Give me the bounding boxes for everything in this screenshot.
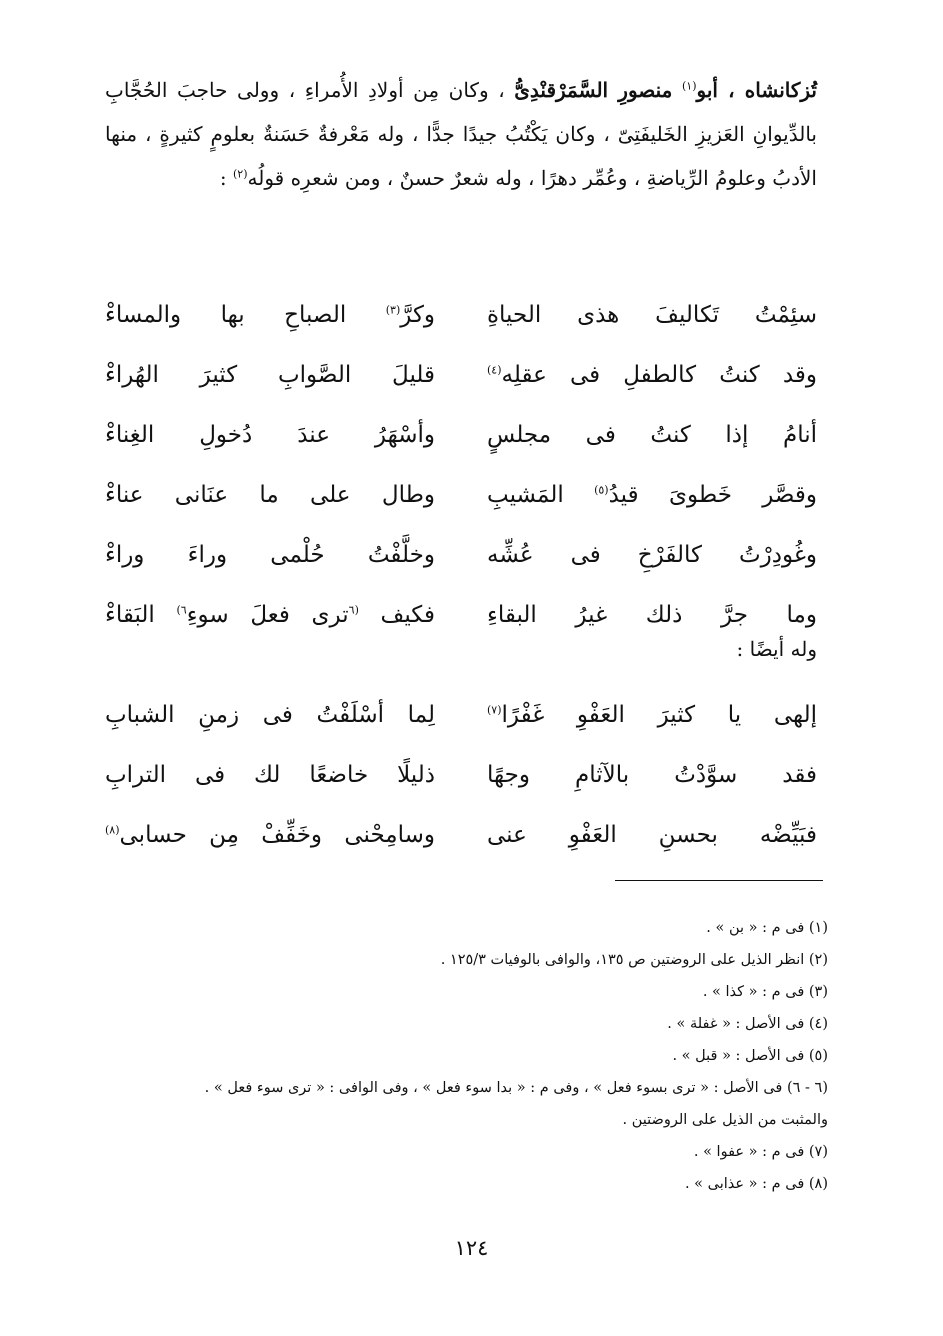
footnote-ref-4[interactable]: (٤) [487, 363, 502, 377]
hemistich-second: قليلَ الصَّوابِ كثيرَ الهُراءْ [105, 362, 435, 388]
hemistich-first: سئِمْتُ تَكاليفَ هذى الحياةِ [487, 302, 817, 328]
footnote-separator [615, 880, 823, 881]
hemistich-first: وقد كنتُ كالطفلِ فى عقلِه$^{(٤)}$ [487, 362, 817, 388]
hemistich-second: فكيف $^{(٦}$ترى فعلَ سوءِ$^{٦)}$ البَقاءْ [105, 602, 435, 628]
verse-line [105, 592, 817, 652]
verse-line [105, 292, 817, 352]
poem-1 [105, 292, 817, 652]
subject-name-cont: منصورِ السَّمَرْقنْدِىُّ [514, 78, 673, 102]
footnote-6: (٦ - ٦) فى الأصل : « ترى بسوء فعل » ، وفى م : « بدا سوء فعل » ، وفى الوافى : « ترى سوء فعل » . [204, 1080, 828, 1096]
hemistich-second: ذليلًا خاضعًا لك فى الترابِ [105, 762, 435, 788]
footnote-6-cont: والمثبت من الذيل على الروضتين . [622, 1112, 828, 1128]
verse-line [105, 692, 817, 752]
hemistich-second: وأسْهَرُ عندَ دُخولِ الغِناءْ [105, 422, 435, 448]
verse-line [105, 412, 817, 472]
footnote-ref-6-open[interactable]: (٦ [348, 603, 359, 617]
colon: : [219, 166, 233, 190]
verse-line [105, 752, 817, 812]
footnote-1: (١) فى م : « بن » . [706, 920, 828, 936]
hemistich-second: وسامِحْنى وخَفِّفْ مِن حسابى$^{(٨)}$ [105, 822, 435, 848]
hemistich-first: وغُودِرْتُ كالفَرْخِ فى عُشِّه [487, 542, 817, 568]
footnote-5: (٥) فى الأصل : « قبل » . [672, 1048, 828, 1064]
footnote-ref-3[interactable]: (٣) [385, 303, 401, 317]
hemistich-first: وقصَّر خَطوىَ قيدُ$^{(٥)}$ المَشيبِ [487, 482, 817, 508]
biography-paragraph [105, 68, 817, 200]
footnote-ref-8[interactable]: (٨) [105, 823, 120, 837]
hemistich-first: فبَيِّضْه بحسنِ العَفْوِ عنى [487, 822, 817, 848]
hemistich-second: وكرَّ$^{(٣)}$ الصباحِ بها والمساءْ [105, 302, 435, 328]
footnote-7: (٧) فى م : « عفوا » . [693, 1144, 828, 1160]
biography-text: ، وكان مِن أولادِ الأُمراءِ ، وولى حاجبَ الحُجَّابِ بالدِّيوانِ العَزيزِ الخَليفَتِىّ ، وكان يَكْتُبُ جيدًا جدًّا ، وله مَعْرفةٌ حَسَنةٌ بعلومٍ كثيرةٍ ، منها الأدبُ وعلومُ الرِّياضةِ ، وعُمِّر دهرًا ، وله شعرٌ حسنٌ ، ومن شعرِه قولُه [105, 78, 817, 190]
footnote-2: (٢) انظر الذيل على الروضتين ص ١٣٥، والوافى بالوفيات ١٢٥/٣ . [440, 952, 828, 968]
subject-name: تُزكانشاه ، أبو [696, 78, 817, 102]
footnote-4: (٤) فى الأصل : « غفلة » . [667, 1016, 828, 1032]
footnotes [113, 912, 828, 1200]
footnote-ref-5[interactable]: (٥) [594, 483, 609, 497]
footnote-8: (٨) فى م : « عذابى » . [684, 1176, 828, 1192]
footnote-ref-1[interactable]: (١) [681, 79, 697, 93]
verse-line [105, 472, 817, 532]
footnote-ref-7[interactable]: (٧) [487, 703, 502, 717]
hemistich-first: وما جرَّ ذلك غيرُ البقاءِ [487, 602, 817, 628]
hemistich-second: وخلَّفْتُ حُلْمى وراءَ وراءْ [105, 542, 435, 568]
verse-line [105, 532, 817, 592]
page-number: ١٢٤ [454, 1236, 489, 1260]
footnote-ref-6-close[interactable]: ٦) [176, 603, 187, 617]
poem-2 [105, 692, 817, 872]
hemistich-first: فقد سوَّدْتُ بالآثامِ وجهًا [487, 762, 817, 788]
hemistich-first: إلهى يا كثيرَ العَفْوِ غَفْرًا$^{(٧)}$ [487, 702, 817, 728]
verse-line [105, 352, 817, 412]
hemistich-second: لِما أسْلَفْتُ فى زمنِ الشبابِ [105, 702, 435, 728]
footnote-3: (٣) فى م : « كذا » . [702, 984, 828, 1000]
hemistich-second: وطال على ما عنَانى عناءْ [105, 482, 435, 508]
verse-line [105, 812, 817, 872]
hemistich-first: أنامُ إذا كنتُ فى مجلسٍ [487, 422, 817, 448]
footnote-ref-2[interactable]: (٢) [232, 167, 248, 181]
second-poem-intro: وله أيضًا : [736, 637, 817, 661]
